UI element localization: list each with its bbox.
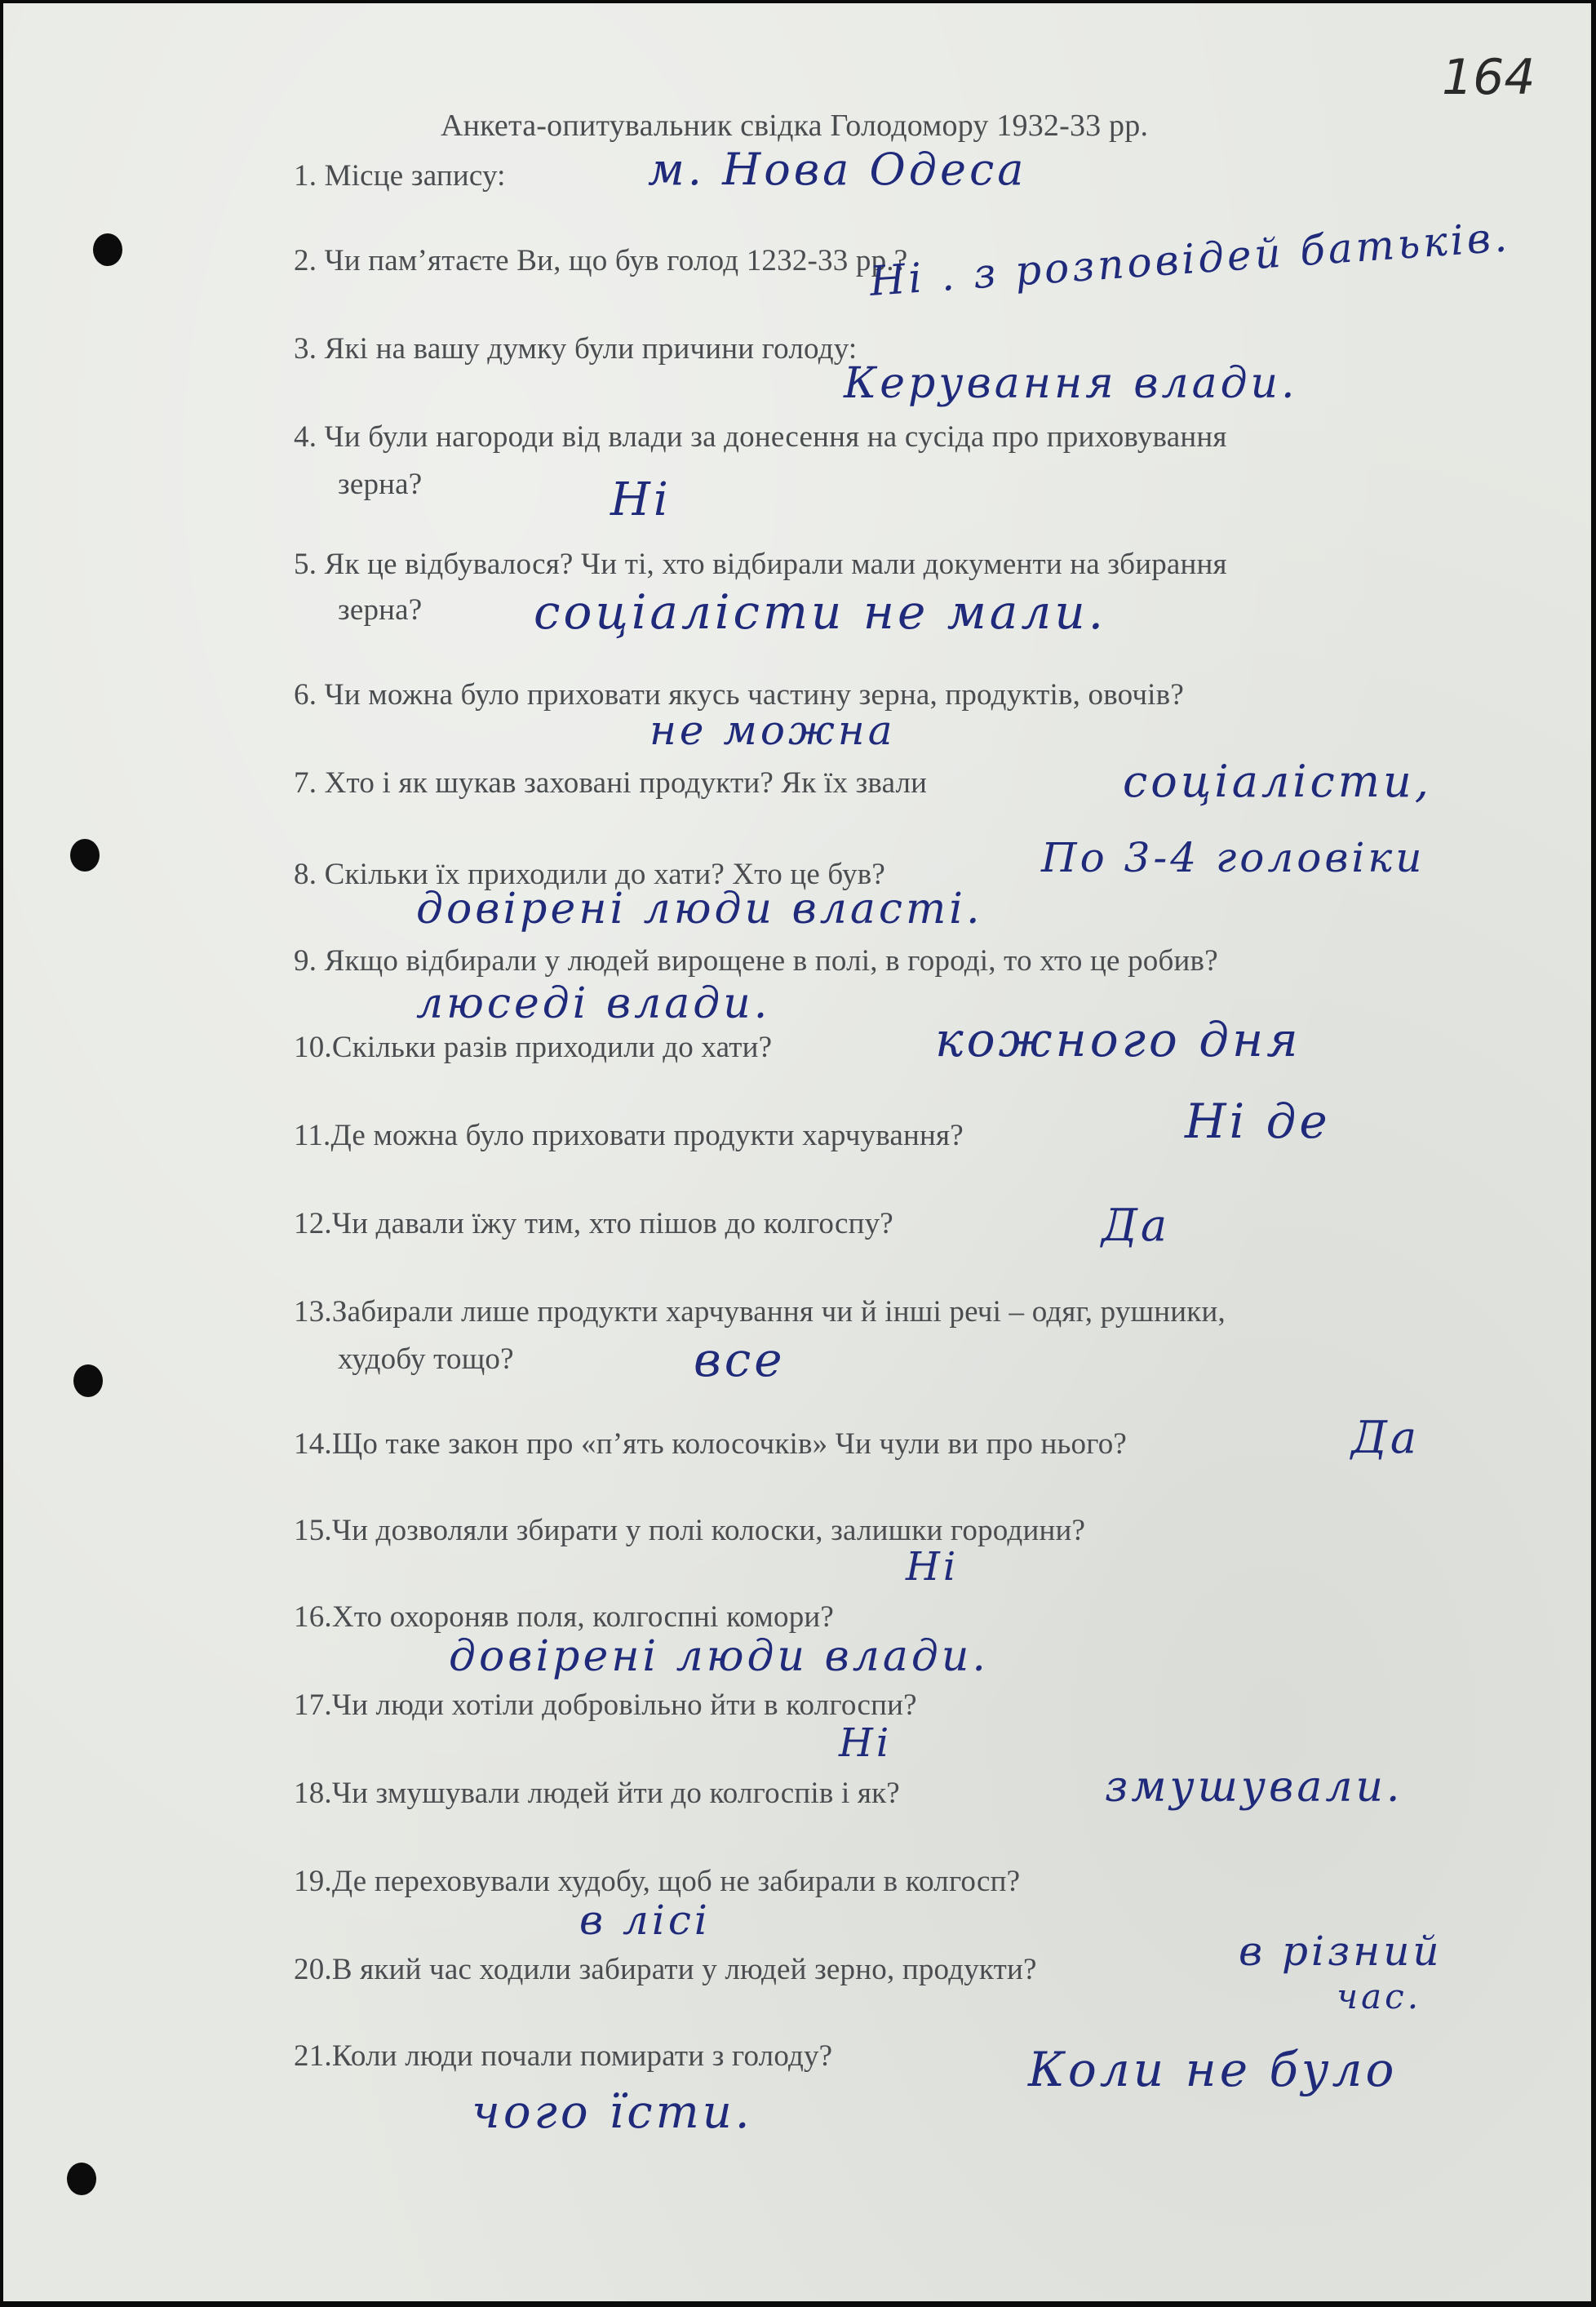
answer-18: змушували. bbox=[1105, 1763, 1403, 1812]
question-20: 20.В який час ходили забирати у людей зерно, продукти? bbox=[294, 1953, 1037, 1986]
question-10: 10.Скільки разів приходили до хати? bbox=[294, 1031, 773, 1064]
page-title: Анкета-опитувальник свідка Голодомору 1932-33 рр. bbox=[441, 109, 1149, 143]
punch-hole bbox=[67, 2163, 96, 2195]
question-11: 11.Де можна було приховати продукти харчування? bbox=[294, 1119, 964, 1152]
answer-8: По 3-4 головіки bbox=[1041, 834, 1425, 881]
answer-6: не можна bbox=[649, 707, 896, 754]
punch-hole bbox=[70, 839, 100, 872]
answer-4: Ні bbox=[610, 473, 672, 526]
answer-5: соціалісти не мали. bbox=[534, 584, 1107, 640]
question-13: 13.Забирали лише продукти харчування чи й інші речі – одяг, рушники, bbox=[294, 1295, 1226, 1329]
question-17: 17.Чи люди хотіли добровільно йти в колгоспи? bbox=[294, 1688, 917, 1722]
question-15: 15.Чи дозволяли збирати у полі колоски, залишки городини? bbox=[294, 1514, 1086, 1547]
answer-12: Да bbox=[1102, 1200, 1171, 1251]
answer-1: м. Нова Одеса bbox=[648, 144, 1027, 195]
question-2: 2. Чи пам’ятаєте Ви, що був голод 1232-33 рр.? bbox=[294, 244, 908, 277]
answer-3: Керування влади. bbox=[844, 359, 1298, 408]
question-4-line-2: зерна? bbox=[338, 468, 423, 501]
question-19: 19.Де переховували худобу, щоб не забирали в колгосп? bbox=[294, 1865, 1021, 1898]
questionnaire-page bbox=[3, 3, 1591, 2301]
answer-11: Ні де bbox=[1185, 1094, 1331, 1149]
answer-15: Ні bbox=[906, 1544, 960, 1590]
question-6: 6. Чи можна було приховати якусь частину зерна, продуктів, овочів? bbox=[294, 678, 1184, 712]
question-14: 14.Що таке закон про «п’ять колосочків» Чи чули ви про нього? bbox=[294, 1427, 1128, 1461]
punch-hole bbox=[93, 233, 122, 266]
answer-9: люседі влади. bbox=[416, 979, 771, 1028]
page-number: 164 bbox=[1442, 49, 1536, 106]
answer-17: Ні bbox=[839, 1720, 893, 1766]
answer-2: Ні . з розповідей батьків. bbox=[867, 213, 1512, 305]
question-5-line-2: зерна? bbox=[338, 593, 423, 627]
question-3: 3. Які на вашу думку були причини голоду: bbox=[294, 332, 858, 366]
question-13-line-2: худобу тощо? bbox=[338, 1342, 514, 1376]
question-18: 18.Чи змушували людей йти до колгоспів і як? bbox=[294, 1777, 900, 1810]
answer-8-line-2: довірені люди власті. bbox=[416, 885, 983, 934]
question-4: 4. Чи були нагороди від влади за донесення на сусіда про приховування bbox=[294, 420, 1227, 454]
question-12: 12.Чи давали їжу тим, хто пішов до колгоспу? bbox=[294, 1207, 893, 1240]
question-5: 5. Як це відбувалося? Чи ті, хто відбирали мали документи на збирання bbox=[294, 548, 1227, 581]
answer-16: довірені люди влади. bbox=[449, 1632, 989, 1681]
question-7: 7. Хто і як шукав заховані продукти? Як їх звали bbox=[294, 766, 928, 800]
question-9: 9. Якщо відбирали у людей вирощене в полі, в городі, то хто це робив? bbox=[294, 944, 1218, 978]
question-8: 8. Скільки їх приходили до хати? Хто це був? bbox=[294, 858, 886, 891]
punch-hole bbox=[73, 1364, 103, 1397]
answer-13: все bbox=[694, 1332, 786, 1387]
question-16: 16.Хто охороняв поля, колгоспні комори? bbox=[294, 1600, 835, 1634]
answer-19: в лісі bbox=[579, 1897, 711, 1944]
answer-20-line-2: час. bbox=[1337, 1976, 1422, 2016]
question-1: 1. Місце запису: bbox=[294, 159, 506, 193]
answer-7: соціалісти, bbox=[1123, 756, 1432, 807]
answer-21-line-2: чого їсти. bbox=[472, 2086, 753, 2139]
question-21: 21.Коли люди почали помирати з голоду? bbox=[294, 2039, 833, 2073]
answer-20: в різний bbox=[1239, 1928, 1443, 1975]
answer-14: Да bbox=[1351, 1412, 1421, 1463]
answer-21: Коли не було bbox=[1028, 2042, 1398, 2097]
answer-10: кожного дня bbox=[935, 1012, 1301, 1067]
